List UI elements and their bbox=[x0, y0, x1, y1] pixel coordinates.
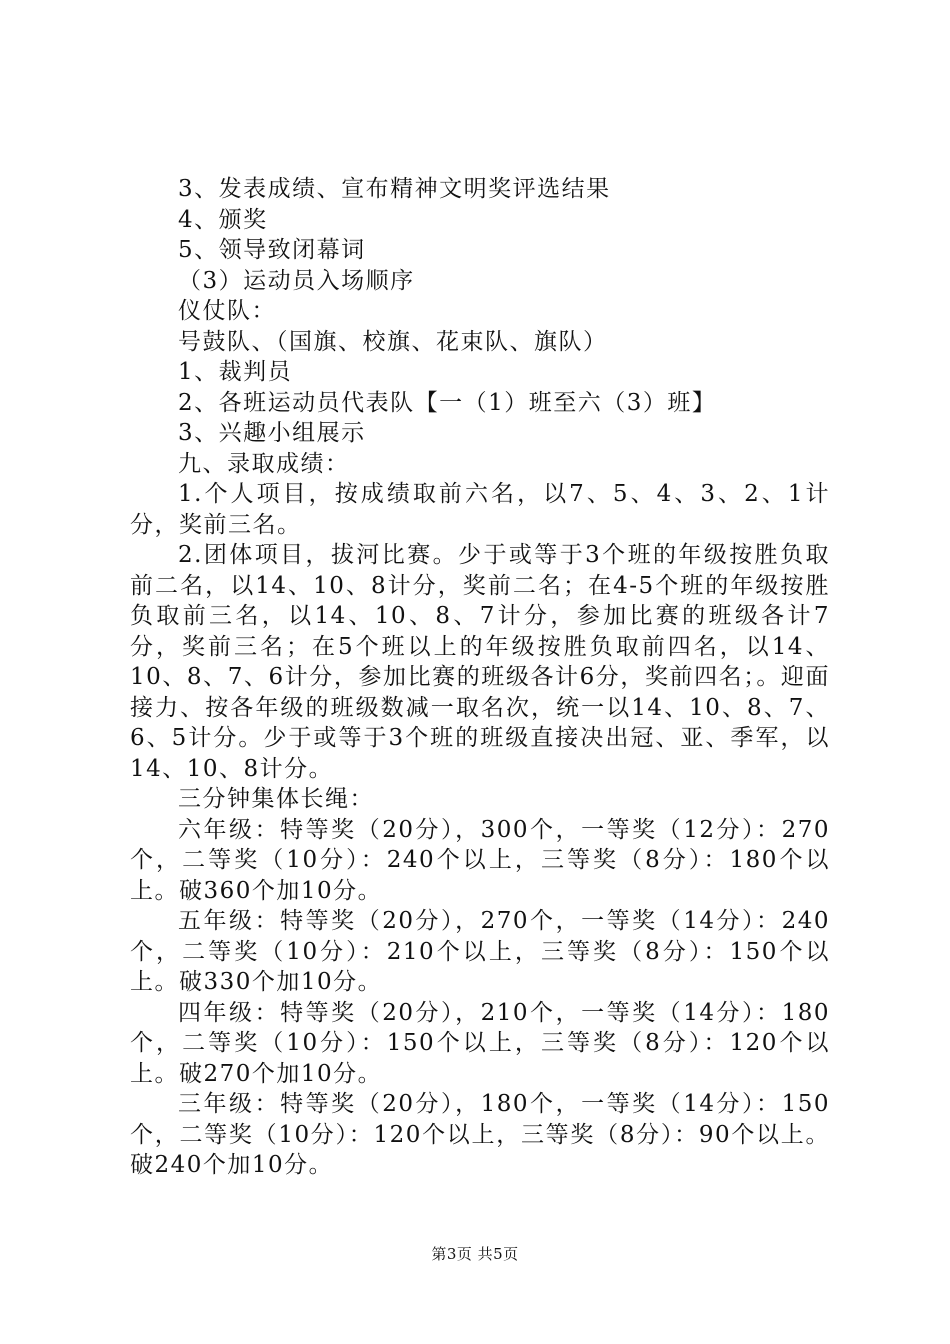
list-item-awards: 4、颁奖 bbox=[178, 206, 268, 233]
section-heading-entry-order: （3）运动员入场顺序 bbox=[178, 267, 415, 294]
document-body bbox=[130, 174, 830, 1181]
rope-heading: 三分钟集体长绳： bbox=[178, 786, 374, 812]
list-item-closing-speech: 5、领导致闭幕词 bbox=[178, 237, 366, 263]
list-item-publish-results: 3、发表成绩、宣布精神文明奖评选结果 bbox=[178, 176, 611, 202]
paragraph-grade-6: 六年级：特等奖（20分），300个，一等奖（12分）：270个，二等奖（10分）：240个以上，三等奖（8分）：180个以上。破360个加10分。 bbox=[130, 816, 830, 904]
list-item-interest-groups: 3、兴趣小组展示 bbox=[178, 420, 366, 446]
list-item-referees: 1、裁判员 bbox=[178, 359, 293, 385]
paragraph-grade-4: 四年级：特等奖（20分），210个，一等奖（14分）：180个，二等奖（10分）：150个以上，三等奖（8分）：120个以上。破270个加10分。 bbox=[130, 999, 830, 1087]
page-number-footer: 第3页 共5页 bbox=[431, 1245, 519, 1263]
paragraph-team-events: 2.团体项目，拔河比赛。少于或等于3个班的年级按胜负取前二名，以14、10、8计分，奖前二名；在4-5个班的年级按胜负取前三名，以14、10、8、7计分，参加比赛的班级各计7分，奖前三名；在5个班以上的年级按胜负取前四名，以14、10、8、7、6计分，参加比赛的班级各计6分，奖前四名；。迎面接力、按各年级的班级数减一取名次，统一以14、10、8、7、6、5计分。少于或等于3个班的班级直接决出冠、亚、季军，以14、10、8计分。 bbox=[130, 542, 830, 782]
section-heading-scoring: 九、录取成绩： bbox=[178, 450, 350, 477]
paragraph-grade-5: 五年级：特等奖（20分），270个，一等奖（14分）：240个，二等奖（10分）：210个以上，三等奖（8分）：150个以上。破330个加10分。 bbox=[130, 908, 830, 995]
list-item-class-teams: 2、各班运动员代表队【一（1）班至六（3）班】 bbox=[178, 389, 717, 416]
drum-team-line: 号鼓队、（国旗、校旗、花束队、旗队） bbox=[178, 328, 608, 355]
paragraph-individual-events: 1.个人项目，按成绩取前六名，以7、5、4、3、2、1计分，奖前三名。 bbox=[130, 481, 830, 538]
honor-guard-label: 仪仗队： bbox=[178, 298, 276, 324]
paragraph-grade-3: 三年级：特等奖（20分），180个，一等奖（14分）：150个，二等奖（10分）：120个以上，三等奖（8分）：90个以上。破240个加10分。 bbox=[130, 1091, 830, 1178]
